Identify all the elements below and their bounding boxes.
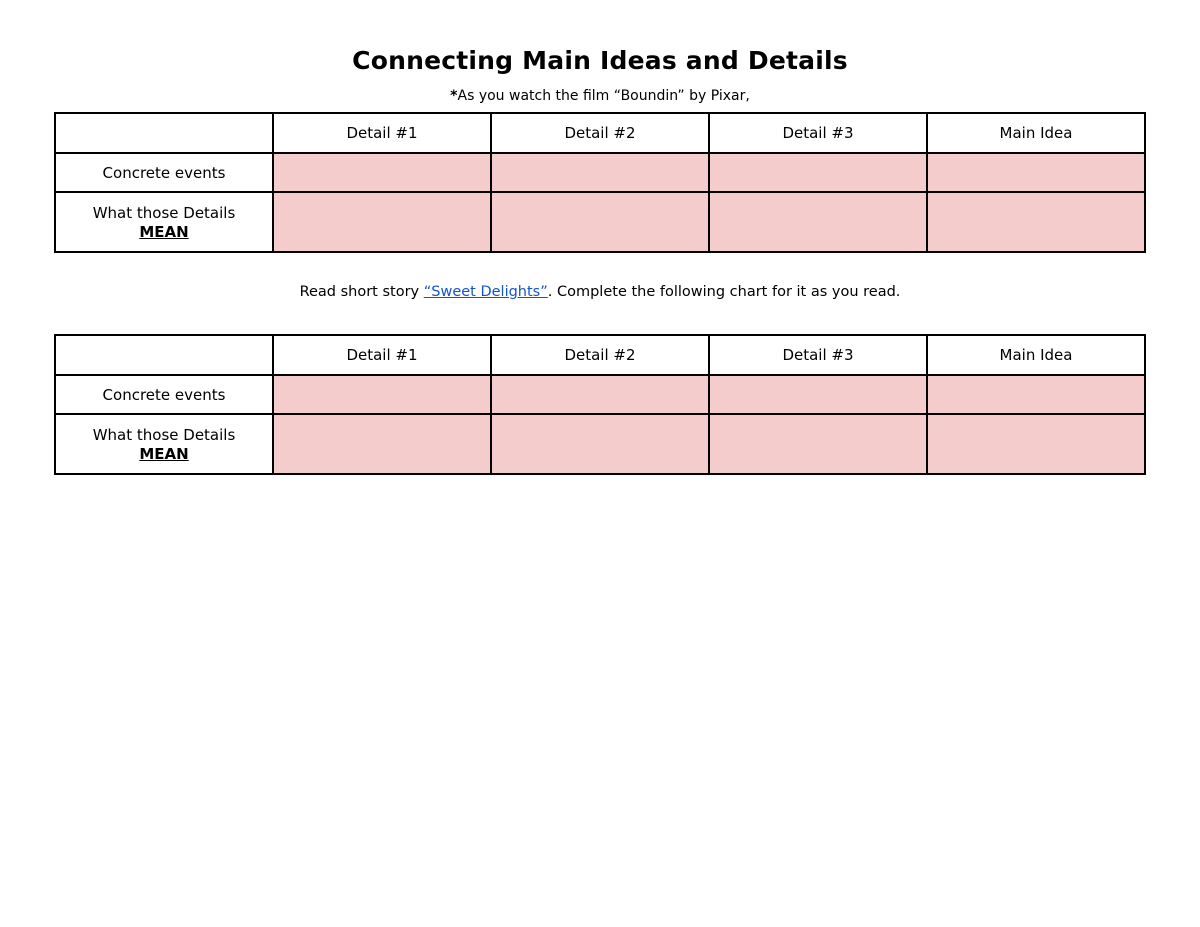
row-label-concrete-events: Concrete events: [55, 153, 273, 192]
answer-cell[interactable]: [273, 414, 491, 474]
film-detail-chart: [54, 112, 1146, 253]
answer-cell[interactable]: [491, 192, 709, 252]
answer-cell[interactable]: [491, 375, 709, 414]
answer-cell[interactable]: [709, 153, 927, 192]
answer-cell[interactable]: [491, 414, 709, 474]
header-row: [55, 113, 1145, 153]
row-label-details-meaning: [55, 192, 273, 252]
details-meaning-row: [55, 414, 1145, 474]
film-instruction: [0, 88, 1200, 104]
column-header-detail-2: Detail #2: [491, 113, 709, 153]
answer-cell[interactable]: [709, 192, 927, 252]
film-instruction-text: As you watch the film “Boundin” by Pixar,: [457, 88, 750, 104]
row-label-text: What those Details: [92, 204, 236, 222]
answer-cell[interactable]: [709, 375, 927, 414]
concrete-events-row: [55, 375, 1145, 414]
row-label-concrete-events: Concrete events: [55, 375, 273, 414]
column-header-detail-1: Detail #1: [273, 113, 491, 153]
details-meaning-row: [55, 192, 1145, 252]
answer-cell[interactable]: [273, 375, 491, 414]
header-row: [55, 335, 1145, 375]
asterisk: *: [450, 88, 458, 104]
story-detail-chart: [54, 334, 1146, 475]
answer-cell[interactable]: [491, 153, 709, 192]
answer-cell[interactable]: [927, 153, 1145, 192]
story-instruction-after: . Complete the following chart for it as you read.: [547, 284, 901, 300]
corner-cell[interactable]: [55, 113, 273, 153]
sweet-delights-link[interactable]: “Sweet Delights”: [423, 284, 548, 300]
column-header-main-idea: Main Idea: [927, 113, 1145, 153]
answer-cell[interactable]: [273, 153, 491, 192]
answer-cell[interactable]: [927, 375, 1145, 414]
answer-cell[interactable]: [709, 414, 927, 474]
row-label-text: What those Details: [92, 426, 236, 444]
row-label-details-meaning: [55, 414, 273, 474]
story-instruction: [0, 284, 1200, 300]
column-header-detail-3: Detail #3: [709, 335, 927, 375]
answer-cell[interactable]: [927, 414, 1145, 474]
column-header-detail-2: Detail #2: [491, 335, 709, 375]
page-title: Connecting Main Ideas and Details: [352, 46, 848, 75]
row-label-emphasis: MEAN: [139, 445, 189, 463]
column-header-main-idea: Main Idea: [927, 335, 1145, 375]
row-label-emphasis: MEAN: [139, 223, 189, 241]
concrete-events-row: [55, 153, 1145, 192]
column-header-detail-1: Detail #1: [273, 335, 491, 375]
corner-cell[interactable]: [55, 335, 273, 375]
answer-cell[interactable]: [273, 192, 491, 252]
answer-cell[interactable]: [927, 192, 1145, 252]
story-instruction-before: Read short story: [299, 284, 424, 300]
column-header-detail-3: Detail #3: [709, 113, 927, 153]
